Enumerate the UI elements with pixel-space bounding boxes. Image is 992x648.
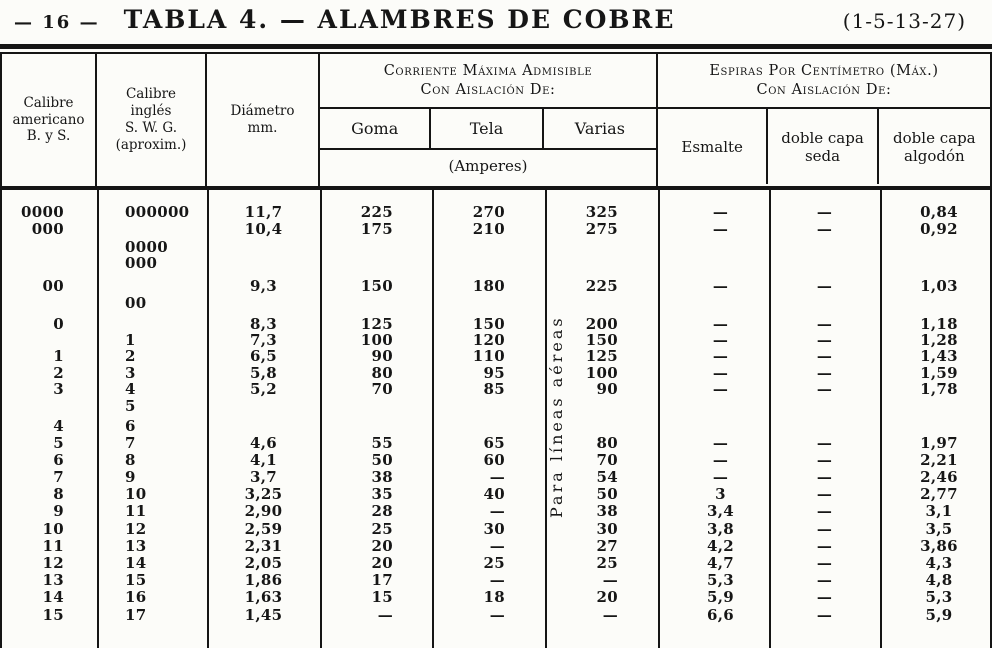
cell-dia: 5,8 — [250, 363, 277, 382]
cell-goma: 175 — [360, 219, 393, 238]
cell-dia: 1,86 — [244, 571, 283, 590]
table-row — [0, 554, 992, 571]
cell-varias: 100 — [585, 363, 618, 382]
subheader-row-espiras — [658, 109, 990, 184]
cell-awg: 13 — [42, 571, 64, 590]
cell-goma: 90 — [371, 347, 393, 366]
header-line: americano — [12, 111, 85, 128]
table-body-rows — [0, 190, 992, 623]
cell-algodon: 4,8 — [925, 571, 953, 590]
cell-awg: 9 — [53, 502, 64, 521]
cell-varias: — — [602, 605, 618, 624]
group-title-line: Con Aislación De: — [420, 81, 556, 98]
cell-goma: 70 — [371, 380, 393, 399]
cell-awg: 6 — [53, 450, 64, 469]
cell-varias: — — [602, 571, 618, 590]
col-group-espiras — [658, 54, 992, 186]
col-group-corriente-maxima — [320, 54, 658, 186]
cell-tela: 30 — [483, 519, 505, 538]
cell-seda: — — [816, 314, 833, 333]
cell-tela: 120 — [472, 330, 505, 349]
cell-esmalte: 4,7 — [707, 553, 734, 572]
cell-tela: 180 — [472, 276, 505, 295]
table-row — [0, 239, 992, 255]
cell-swg: 2 — [125, 347, 136, 366]
group-title-line: Espiras Por Centímetro (Máx.) — [709, 62, 939, 79]
cell-seda: — — [816, 347, 833, 366]
cell-awg: 1 — [53, 347, 64, 366]
cell-awg: 00 — [42, 276, 64, 295]
table-row — [0, 468, 992, 485]
cell-esmalte: — — [712, 433, 729, 452]
col-header-calibre-ingles — [97, 54, 207, 186]
cell-dia: 2,05 — [244, 553, 283, 572]
cell-varias: 50 — [596, 485, 618, 504]
cell-esmalte: — — [712, 276, 729, 295]
cell-goma: 150 — [360, 276, 393, 295]
cell-dia: 3,25 — [244, 485, 283, 504]
cell-goma: 125 — [360, 314, 393, 333]
header-line: mm. — [247, 120, 278, 136]
table-row — [0, 255, 992, 271]
cell-esmalte: 5,9 — [707, 588, 734, 607]
cell-algodon: 2,46 — [920, 468, 958, 487]
table-row — [0, 348, 992, 364]
cell-seda: — — [816, 203, 833, 222]
cell-algodon: 5,3 — [925, 588, 953, 607]
double-rule — [0, 44, 992, 54]
cell-tela: 85 — [483, 380, 505, 399]
cell-seda: — — [816, 380, 833, 399]
cell-goma: 225 — [360, 203, 393, 222]
cell-seda: — — [816, 276, 833, 295]
cell-varias: 200 — [585, 314, 618, 333]
cell-seda: — — [816, 485, 833, 504]
cell-awg: 0 — [53, 314, 64, 333]
cell-goma: 25 — [371, 519, 393, 538]
amperes-note: (Amperes) — [448, 157, 528, 175]
cell-dia: 2,59 — [244, 519, 283, 538]
cell-algodon: 0,92 — [920, 219, 958, 238]
cell-esmalte: 6,6 — [707, 605, 734, 624]
cell-varias: 30 — [596, 519, 618, 538]
cell-dia: 4,6 — [250, 433, 277, 452]
cell-awg: 5 — [53, 433, 64, 452]
table-row — [0, 332, 992, 348]
cell-goma: 50 — [371, 450, 393, 469]
cell-tela: 40 — [483, 485, 505, 504]
cell-tela: — — [489, 605, 505, 624]
cell-varias: 150 — [585, 330, 618, 349]
table-row — [0, 418, 992, 434]
cell-dia: 5,2 — [250, 380, 277, 399]
cell-swg: 0000 — [125, 237, 168, 256]
header-line: S. W. G. — [124, 120, 178, 136]
cell-tela: — — [489, 468, 505, 487]
cell-awg: 15 — [42, 605, 64, 624]
cell-swg: 6 — [125, 416, 136, 435]
cell-algodon: 1,03 — [920, 276, 958, 295]
cell-swg: 5 — [125, 396, 136, 415]
cell-varias: 27 — [596, 536, 618, 555]
cell-seda: — — [816, 588, 833, 607]
cell-esmalte: — — [712, 203, 729, 222]
cell-swg: 15 — [125, 571, 147, 590]
cell-varias: 275 — [585, 219, 618, 238]
cell-algodon: 0,84 — [920, 203, 958, 222]
col-header-doble-capa-seda: doble capa seda — [768, 109, 878, 184]
cell-swg: 000000 — [125, 203, 190, 222]
cell-varias: 125 — [585, 347, 618, 366]
cell-varias: 38 — [596, 502, 618, 521]
header-line: B. y S. — [26, 128, 71, 145]
cell-algodon: 1,18 — [920, 314, 958, 333]
col-header-varias: Varias — [574, 119, 625, 138]
col-header-diametro — [207, 54, 320, 186]
table-row — [0, 520, 992, 537]
cell-algodon: 4,3 — [925, 553, 953, 572]
table-body — [0, 190, 992, 648]
cell-swg: 11 — [125, 502, 147, 521]
cell-esmalte: 3,4 — [707, 502, 734, 521]
table-row — [0, 572, 992, 589]
cell-goma: 80 — [371, 363, 393, 382]
cell-esmalte: 3 — [715, 485, 726, 504]
table-row — [0, 537, 992, 554]
table-row — [0, 365, 992, 381]
header-line: Diámetro — [230, 103, 295, 120]
cell-awg: 10 — [42, 519, 64, 538]
col-header-doble-capa-algodon: doble capa algodón — [893, 128, 976, 165]
cell-seda: — — [816, 571, 833, 590]
cell-dia: 8,3 — [250, 314, 277, 333]
cell-esmalte: — — [712, 314, 729, 333]
header-line: Calibre — [23, 94, 74, 111]
header-line: Calibre — [125, 86, 177, 103]
cell-esmalte: — — [712, 219, 729, 238]
cell-tela: 270 — [472, 203, 505, 222]
cell-swg: 1 — [125, 330, 136, 349]
col-header-esmalte: Esmalte — [658, 109, 768, 184]
cell-varias: 325 — [585, 203, 618, 222]
cell-goma: 15 — [371, 588, 393, 607]
cell-goma: 20 — [371, 536, 393, 555]
table-row — [0, 381, 992, 397]
table-row — [0, 397, 992, 413]
cell-algodon: 5,9 — [925, 605, 953, 624]
cell-varias: 54 — [596, 468, 618, 487]
table-row — [0, 434, 992, 451]
cell-esmalte: — — [712, 450, 729, 469]
cell-awg: 7 — [53, 468, 64, 487]
subheader-row-aislacion — [320, 109, 656, 150]
cell-esmalte: — — [712, 347, 729, 366]
cell-varias: 20 — [596, 588, 618, 607]
cell-dia: 10,4 — [244, 219, 283, 238]
cell-tela: 60 — [483, 450, 505, 469]
group-title-line: Corriente Máxima Admisible — [383, 62, 593, 79]
cell-tela: — — [489, 502, 505, 521]
cell-esmalte: — — [712, 380, 729, 399]
cell-algodon: 1,59 — [920, 363, 958, 382]
table-row — [0, 278, 992, 294]
cell-algodon: 3,86 — [920, 536, 958, 555]
cell-swg: 16 — [125, 588, 147, 607]
cell-tela: 95 — [483, 363, 505, 382]
table-row — [0, 220, 992, 236]
cell-swg: 8 — [125, 450, 136, 469]
cell-algodon: 1,43 — [920, 347, 958, 366]
cell-goma: 38 — [371, 468, 393, 487]
cell-dia: 6,5 — [250, 347, 277, 366]
group-title-line: Con Aislación De: — [756, 81, 892, 98]
table-row — [0, 295, 992, 311]
cell-dia: 1,63 — [244, 588, 283, 607]
table-row — [0, 503, 992, 520]
cell-esmalte: — — [712, 330, 729, 349]
cell-awg: 8 — [53, 485, 64, 504]
cell-tela: 25 — [483, 553, 505, 572]
cell-swg: 3 — [125, 363, 136, 382]
table-row — [0, 204, 992, 220]
cell-varias: 25 — [596, 553, 618, 572]
cell-swg: 10 — [125, 485, 147, 504]
cell-tela: — — [489, 536, 505, 555]
table-row — [0, 486, 992, 503]
header-line: inglés — [130, 103, 172, 120]
cell-goma: — — [377, 605, 393, 624]
cell-seda: — — [816, 219, 833, 238]
vertical-note-para-lineas-aereas: Para líneas aéreas — [547, 315, 566, 518]
cell-varias: 90 — [596, 380, 618, 399]
cell-tela: — — [489, 571, 505, 590]
col-header-tela: Tela — [431, 109, 543, 148]
cell-algodon: 2,77 — [920, 485, 958, 504]
cell-swg: 13 — [125, 536, 147, 555]
cell-awg: 0000 — [21, 203, 64, 222]
doc-reference: (1-5-13-27) — [842, 9, 966, 33]
cell-goma: 17 — [371, 571, 393, 590]
cell-seda: — — [816, 450, 833, 469]
cell-tela: 18 — [483, 588, 505, 607]
table-row — [0, 315, 992, 331]
cell-tela: 210 — [472, 219, 505, 238]
page-header — [0, 5, 992, 34]
cell-awg: 14 — [42, 588, 64, 607]
cell-tela: 65 — [483, 433, 505, 452]
cell-varias: 80 — [596, 433, 618, 452]
cell-dia: 11,7 — [244, 203, 283, 222]
cell-algodon: 1,97 — [920, 433, 958, 452]
cell-goma: 100 — [360, 330, 393, 349]
cell-seda: — — [816, 605, 833, 624]
page-title: TABLA 4. — ALAMBRES DE COBRE — [123, 5, 676, 34]
header-line: (aproxim.) — [115, 136, 187, 153]
table-header — [0, 54, 992, 190]
cell-swg: 14 — [125, 553, 147, 572]
cell-dia: 2,90 — [244, 502, 283, 521]
cell-esmalte: — — [712, 468, 729, 487]
cell-dia: 7,3 — [250, 330, 277, 349]
cell-awg: 3 — [53, 380, 64, 399]
cell-goma: 55 — [371, 433, 393, 452]
cell-esmalte: 4,2 — [707, 536, 734, 555]
cell-seda: — — [816, 502, 833, 521]
cell-algodon: 2,21 — [920, 450, 958, 469]
group-title-corriente — [320, 54, 656, 109]
cell-tela: 110 — [472, 347, 505, 366]
cell-awg: 2 — [53, 363, 64, 382]
cell-algodon: 3,5 — [925, 519, 953, 538]
cell-swg: 000 — [125, 254, 158, 273]
cell-awg: 000 — [31, 219, 64, 238]
cell-goma: 20 — [371, 553, 393, 572]
cell-seda: — — [816, 519, 833, 538]
cell-dia: 4,1 — [250, 450, 277, 469]
cell-tela: 150 — [472, 314, 505, 333]
cell-esmalte: — — [712, 363, 729, 382]
table-row — [0, 451, 992, 468]
cell-goma: 28 — [371, 502, 393, 521]
cell-seda: — — [816, 553, 833, 572]
cell-esmalte: 5,3 — [707, 571, 734, 590]
group-title-espiras — [658, 54, 990, 109]
cell-dia: 3,7 — [250, 468, 277, 487]
cell-swg: 7 — [125, 433, 136, 452]
table-row — [0, 606, 992, 623]
cell-awg: 12 — [42, 553, 64, 572]
cell-awg: 4 — [53, 416, 64, 435]
cell-awg: 11 — [42, 536, 64, 555]
cell-seda: — — [816, 536, 833, 555]
cell-swg: 17 — [125, 605, 147, 624]
table-row — [0, 589, 992, 606]
cell-dia: 1,45 — [244, 605, 283, 624]
cell-goma: 35 — [371, 485, 393, 504]
cell-swg: 4 — [125, 380, 136, 399]
page-number: — 16 — — [14, 12, 100, 33]
cell-varias: 70 — [596, 450, 618, 469]
col-header-calibre-americano — [0, 54, 97, 186]
cell-varias: 225 — [585, 276, 618, 295]
cell-swg: 00 — [125, 294, 147, 313]
cell-dia: 2,31 — [244, 536, 283, 555]
cell-algodon: 1,78 — [920, 380, 958, 399]
cell-seda: — — [816, 330, 833, 349]
cell-algodon: 1,28 — [920, 330, 958, 349]
cell-algodon: 3,1 — [925, 502, 953, 521]
cell-swg: 9 — [125, 468, 136, 487]
col-header-goma: Goma — [320, 109, 431, 148]
cell-swg: 12 — [125, 519, 147, 538]
cell-dia: 9,3 — [250, 276, 277, 295]
cell-seda: — — [816, 433, 833, 452]
cell-seda: — — [816, 468, 833, 487]
cell-esmalte: 3,8 — [707, 519, 734, 538]
cell-seda: — — [816, 363, 833, 382]
